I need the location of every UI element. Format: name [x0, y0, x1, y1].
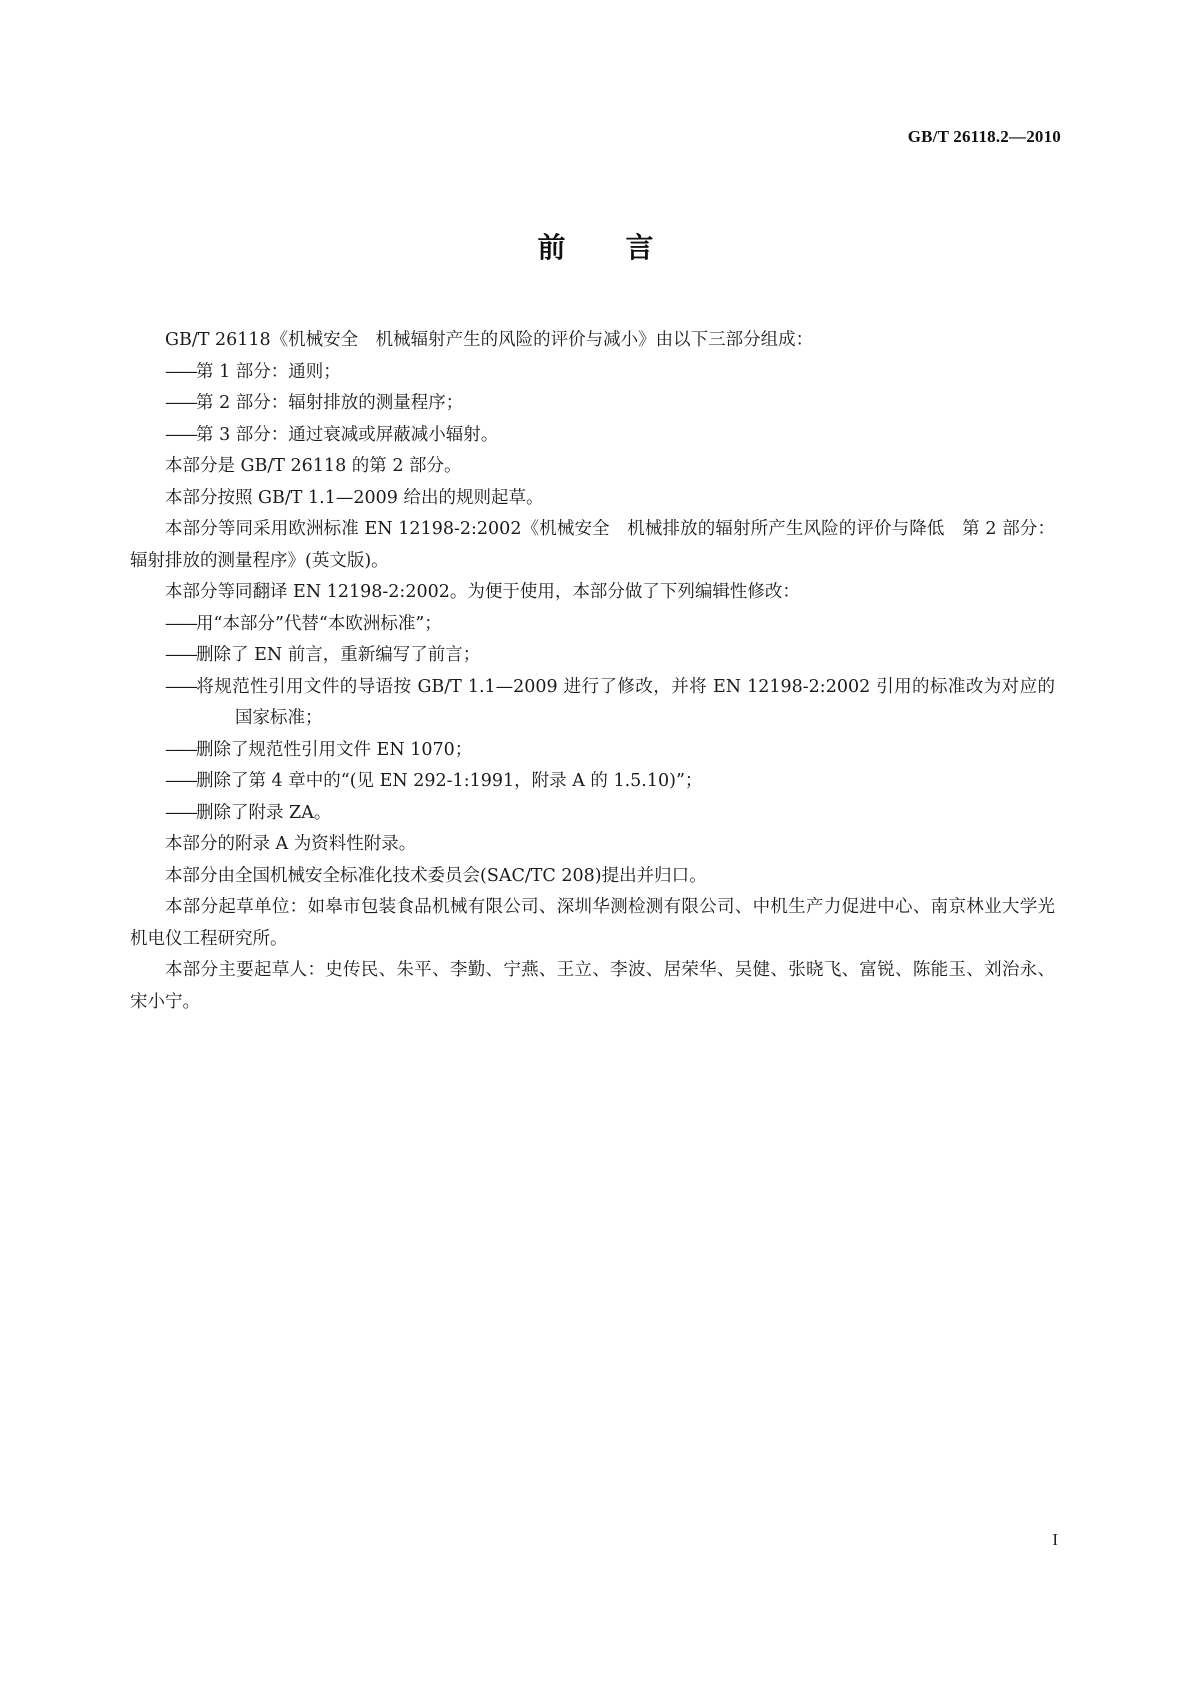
change-list-item: [130, 798, 1055, 830]
dash-symbol: ——: [165, 645, 196, 665]
standard-number: GB/T 26118.2—2010: [907, 127, 1061, 146]
part-text: 第 1 部分：通则；: [196, 361, 341, 382]
page-title-char-2: 言: [625, 231, 654, 264]
dash-symbol: ——: [165, 739, 196, 760]
dash-symbol: ——: [165, 424, 196, 445]
change-list-item: [130, 672, 1055, 735]
paragraph: 本部分的附录 A 为资料性附录。: [165, 834, 417, 854]
change-text: 删除了第 4 章中的“(见 EN 292-1:1991，附录 A 的 1.5.10)”；: [196, 771, 703, 791]
page-title: [0, 226, 1191, 266]
paragraph: 本部分主要起草人：史传民、朱平、李勤、宁燕、王立、李波、居荣华、吴健、张晓飞、富锐、陈能玉、刘治永、宋小宁。: [130, 960, 1055, 1012]
dash-symbol: ——: [165, 361, 196, 382]
part-text: 第 2 部分：辐射排放的测量程序；: [196, 393, 464, 413]
paragraph: 本部分起草单位：如皋市包装食品机械有限公司、深圳华测检测有限公司、中机生产力促进中心、南京林业大学光机电仪工程研究所。: [130, 897, 1055, 949]
part-list-item: [130, 420, 1055, 452]
paragraph: 本部分由全国机械安全标准化技术委员会(SAC/TC 208)提出并归口。: [165, 865, 707, 886]
dash-symbol: ——: [165, 771, 196, 791]
part-list-item: [130, 388, 1055, 420]
change-text: 删除了 EN 前言，重新编写了前言；: [196, 645, 481, 665]
part-text: 第 3 部分：通过衰减或屏蔽减小辐射。: [196, 424, 499, 445]
dash-symbol: ——: [165, 393, 196, 413]
change-list-item: [130, 735, 1055, 767]
change-text: 将规范性引用文件的导语按 GB/T 1.1—2009 进行了修改，并将 EN 12198-2:2002 引用的标准改为对应的国家标准；: [196, 676, 1055, 728]
change-text: 删除了附录 ZA。: [196, 802, 332, 823]
dash-symbol: ——: [165, 802, 196, 823]
paragraph: 本部分是 GB/T 26118 的第 2 部分。: [165, 456, 462, 476]
foreword-body: [130, 325, 1055, 1018]
change-text: 用“本部分”代替“本欧洲标准”；: [196, 613, 442, 634]
page-title-char-1: 前: [537, 231, 566, 264]
dash-symbol: ——: [165, 613, 196, 634]
part-list-item: [130, 357, 1055, 389]
paragraph: 本部分按照 GB/T 1.1—2009 给出的规则起草。: [165, 487, 544, 508]
dash-symbol: ——: [165, 676, 196, 697]
change-text: 删除了规范性引用文件 EN 1070；: [196, 739, 473, 760]
paragraph: 本部分等同采用欧洲标准 EN 12198-2:2002《机械安全 机械排放的辐射所产生风险的评价与降低 第 2 部分：辐射排放的测量程序》(英文版)。: [130, 519, 1055, 571]
change-list-item: [130, 609, 1055, 641]
page-number: I: [1052, 1530, 1058, 1549]
paragraph: 本部分等同翻译 EN 12198-2:2002。为便于使用，本部分做了下列编辑性修改：: [165, 582, 800, 602]
change-list-item: [130, 766, 1055, 798]
change-list-item: [130, 640, 1055, 672]
intro-paragraph: GB/T 26118《机械安全 机械辐射产生的风险的评价与减小》由以下三部分组成：: [165, 330, 814, 350]
